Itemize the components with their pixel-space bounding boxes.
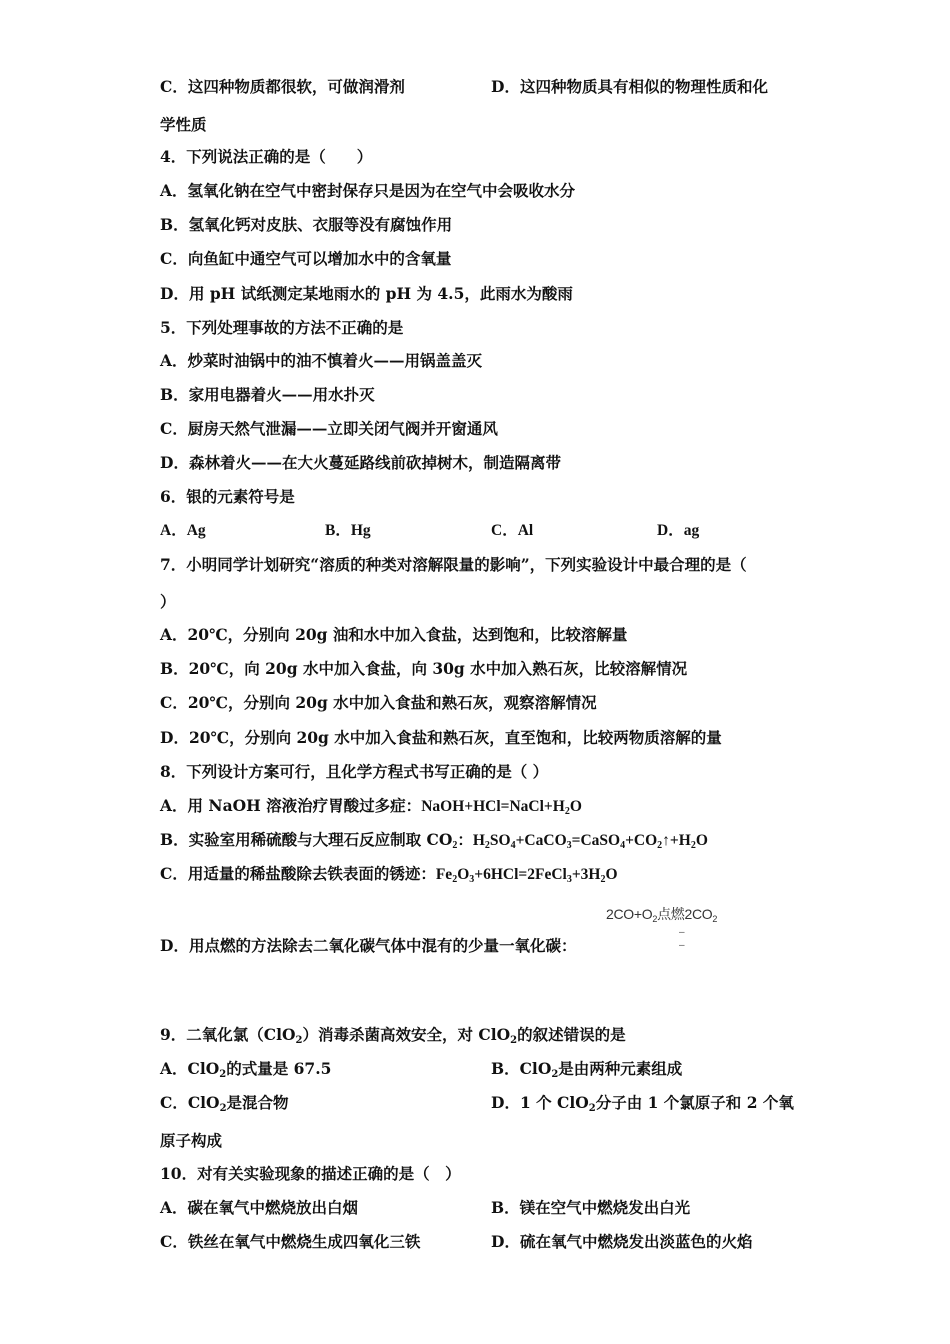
q5-option-a: A．炒菜时油锅中的油不慎着火——用锅盖盖灭	[160, 351, 483, 370]
q7-option-b: B．20℃，向 20g 水中加入食盐，向 30g 水中加入熟石灰，比较溶解情况	[160, 659, 688, 678]
eq-part: =CaSO	[571, 832, 621, 849]
q9-option-a	[160, 1059, 331, 1079]
q5-option-c: C．厨房天然气泄漏——立即关闭气阀并开窗通风	[160, 419, 498, 438]
q6-option-a: A．Ag	[160, 522, 206, 539]
q9-stem	[160, 1025, 626, 1045]
eq-part: Fe	[435, 866, 453, 883]
eq-subscript: 4	[510, 840, 516, 851]
q8-option-b	[160, 830, 708, 851]
q10-option-b: B．镁在空气中燃烧发出白光	[491, 1198, 691, 1217]
text-part: 是混合物	[226, 1093, 289, 1112]
text-part: D．1 个 ClO	[491, 1093, 589, 1112]
eq-part: NaOH+HCl=NaCl+H	[421, 798, 565, 815]
eq-mark: –	[679, 927, 685, 938]
q5-option-d: D．森林着火——在大火蔓延路线前砍掉树木，制造隔离带	[160, 453, 561, 472]
text-part: A．ClO	[160, 1059, 220, 1078]
q8-option-d-equation-image	[606, 904, 717, 924]
eq-part: O	[457, 866, 470, 883]
eq-subscript: 4	[620, 840, 626, 851]
eq-subscript: 2	[484, 840, 490, 851]
eq-subscript: 2	[657, 840, 663, 851]
q10-stem: 10．对有关实验现象的描述正确的是（ ）	[160, 1164, 461, 1183]
eq-subscript: 2	[452, 840, 458, 851]
q8-stem: 8．下列设计方案可行，且化学方程式书写正确的是（ ）	[160, 762, 549, 781]
q6-stem: 6．银的元素符号是	[160, 487, 295, 506]
q9-option-d	[491, 1093, 794, 1113]
subscript: 2	[219, 1069, 227, 1080]
q10-option-c: C．铁丝在氧气中燃烧生成四氧化三铁	[160, 1232, 421, 1251]
q7-option-d: D．20℃，分别向 20g 水中加入食盐和熟石灰，直至饱和，比较两物质溶解的量	[160, 728, 722, 747]
q8-option-a-equation	[421, 798, 582, 815]
q10-option-a: A．碳在氧气中燃烧放出白烟	[160, 1198, 359, 1217]
eq-condition: 点燃	[657, 906, 685, 922]
eq-subscript: 2	[712, 914, 718, 924]
q8-option-b-equation	[452, 832, 708, 849]
q8-option-b-text: B．实验室用稀硫酸与大理石反应制取 CO	[160, 830, 453, 849]
q7-option-c: C．20℃，分别向 20g 水中加入食盐和熟石灰，观察溶解情况	[160, 693, 597, 712]
q6-option-b: B．Hg	[325, 522, 371, 539]
text-part: 的式量是 67.5	[226, 1059, 332, 1078]
eq-subscript: 3	[566, 840, 572, 851]
q9-option-b	[491, 1059, 682, 1079]
text-part: B．ClO	[491, 1059, 552, 1078]
q10-option-d: D．硫在氧气中燃烧发出淡蓝色的火焰	[491, 1232, 753, 1251]
q8-option-d: D．用点燃的方法除去二氧化碳气体中混有的少量一氧化碳：	[160, 936, 577, 955]
q3-option-c: C．这四种物质都很软，可做润滑剂	[160, 77, 405, 96]
text-part: 是由两种元素组成	[558, 1059, 683, 1078]
q5-option-b: B．家用电器着火——用水扑灭	[160, 385, 375, 404]
eq-mark: –	[679, 940, 685, 951]
subscript: 2	[510, 1035, 518, 1046]
text-part: 9．二氧化氯（ClO	[160, 1025, 296, 1044]
q6-option-c: C．Al	[491, 522, 534, 539]
text-part: 分子由 1 个氯原子和 2 个氧	[595, 1093, 794, 1112]
q4-option-d: D．用 pH 试纸测定某地雨水的 pH 为 4.5，此雨水为酸雨	[160, 284, 573, 303]
subscript: 2	[219, 1103, 227, 1114]
eq-part: O	[695, 832, 708, 849]
q5-stem: 5．下列处理事故的方法不正确的是	[160, 318, 404, 337]
eq-part: 2CO	[684, 906, 713, 922]
subscript: 2	[588, 1103, 596, 1114]
eq-part: SO	[489, 832, 511, 849]
q6-option-d: D．ag	[657, 522, 700, 539]
q4-option-a: A．氢氧化钠在空气中密封保存只是因为在空气中会吸收水分	[160, 181, 576, 200]
q8-option-a-text: A．用 NaOH 溶液治疗胃酸过多症：	[160, 796, 422, 815]
eq-part: +6HCl=2FeCl	[474, 866, 567, 883]
q7-stem-continued: ）	[160, 592, 176, 611]
eq-part: +3H	[571, 866, 601, 883]
eq-subscript: 2	[600, 874, 606, 885]
q4-option-c: C．向鱼缸中通空气可以增加水中的含氧量	[160, 249, 452, 268]
eq-part: 2CO+O	[606, 906, 653, 922]
q3-option-d-continued: 学性质	[160, 115, 207, 134]
q3-option-d: D．这四种物质具有相似的物理性质和化	[491, 77, 768, 96]
text-part: 的叙述错误的是	[517, 1025, 626, 1044]
eq-part: O	[569, 798, 582, 815]
eq-subscript: 3	[566, 874, 572, 885]
q7-stem: 7．小明同学计划研究“溶质的种类对溶解限量的影响”，下列实验设计中最合理的是（	[160, 555, 747, 574]
eq-subscript: 2	[564, 806, 570, 817]
eq-part: O	[605, 866, 618, 883]
q8-option-c-equation	[436, 866, 618, 883]
q8-option-c	[160, 864, 618, 885]
q9-option-c	[160, 1093, 289, 1113]
subscript: 2	[295, 1035, 303, 1046]
eq-part: +CaCO	[515, 832, 567, 849]
eq-subscript: 2	[652, 914, 658, 924]
subscript: 2	[551, 1069, 559, 1080]
text-part: C．ClO	[160, 1093, 220, 1112]
eq-subscript: 2	[690, 840, 696, 851]
text-part: ）消毒杀菌高效安全，对 ClO	[302, 1025, 511, 1044]
q8-option-c-text: C．用适量的稀盐酸除去铁表面的锈迹：	[160, 864, 436, 883]
q7-option-a: A．20℃，分别向 20g 油和水中加入食盐，达到饱和，比较溶解量	[160, 625, 628, 644]
q9-option-d-continued: 原子构成	[160, 1131, 223, 1150]
eq-part: ↑+H	[662, 832, 691, 849]
q4-option-b: B．氢氧化钙对皮肤、衣服等没有腐蚀作用	[160, 215, 453, 234]
eq-part: +CO	[625, 832, 658, 849]
q4-stem: 4．下列说法正确的是（ ）	[160, 147, 373, 166]
eq-part: ：H	[457, 832, 485, 849]
eq-subscript: 3	[469, 874, 475, 885]
eq-subscript: 2	[452, 874, 458, 885]
q8-option-a	[160, 796, 582, 817]
